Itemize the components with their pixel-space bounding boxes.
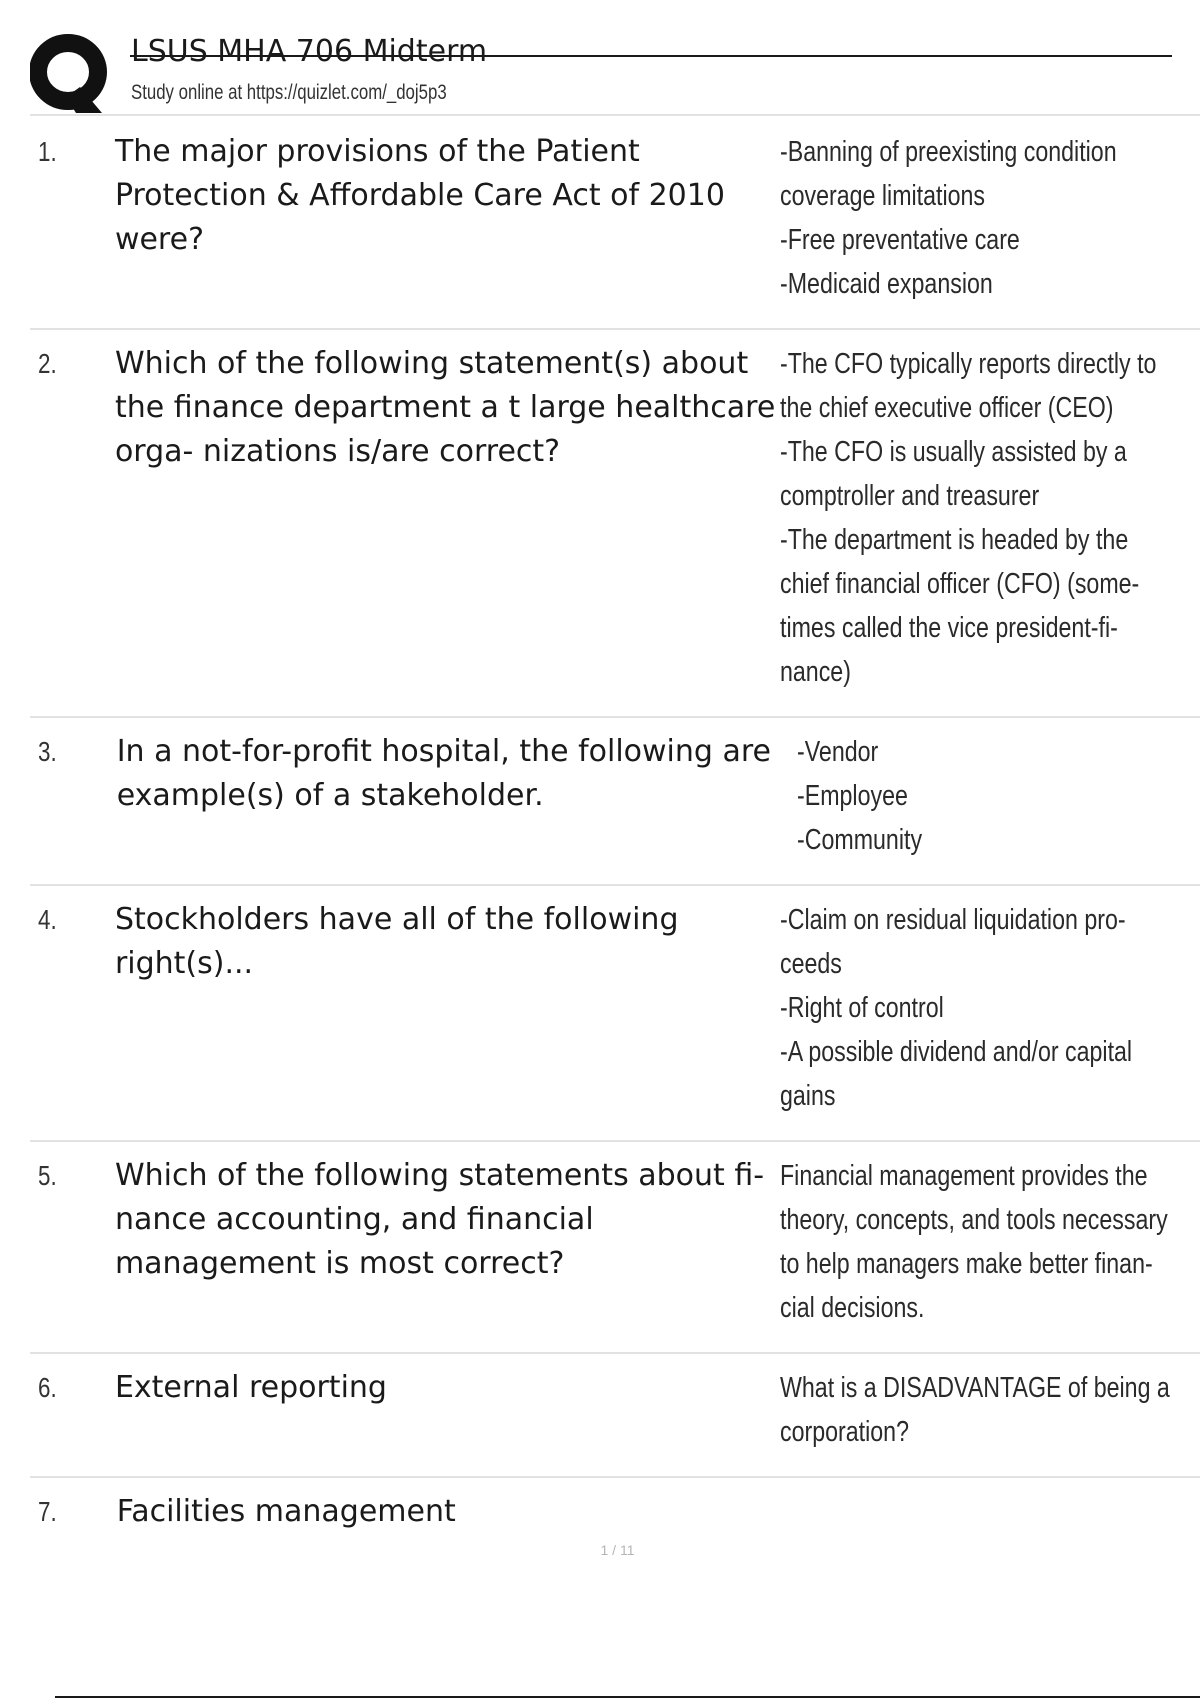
card-definition	[797, 730, 1119, 862]
definition-line: What is a DISADVANTAGE of being a	[780, 1372, 1170, 1404]
card-number: 4.	[38, 904, 57, 935]
definition-line: times called the vice president-fi-	[780, 612, 1118, 644]
definition-line: -Vendor	[797, 736, 879, 768]
document-title: LSUS MHA 706 Midterm	[131, 34, 488, 69]
definition-line: -The department is headed by the	[780, 524, 1129, 556]
definition-line: Financial management provides the	[780, 1160, 1148, 1192]
flashcard-row	[30, 118, 1200, 330]
flashcard-list	[30, 118, 1200, 1556]
card-definition	[780, 342, 1157, 694]
definition-line: comptroller and treasurer	[780, 480, 1040, 512]
card-number: 7.	[38, 1496, 57, 1527]
quizlet-logo-icon	[30, 31, 140, 113]
definition-line: -The CFO is usually assisted by a	[780, 436, 1127, 468]
card-term: Which of the following statement(s) about the finance department a t large healthcare orga- nizations is/are correct?	[114, 346, 776, 469]
document-subtitle: Study online at https://quizlet.com/_doj5p3	[131, 81, 447, 104]
card-definition	[780, 1366, 1170, 1454]
definition-line: -Community	[797, 824, 923, 856]
flashcard-row	[30, 718, 1200, 886]
definition-line: -Employee	[797, 780, 909, 812]
definition-line: nance)	[780, 656, 851, 688]
definition-line: -Banning of preexisting condition	[780, 136, 1117, 168]
card-term: Stockholders have all of the following right(s)...	[114, 902, 679, 981]
definition-line: -Right of control	[780, 992, 944, 1024]
card-term: In a not-for-profit hospital, the following are example(s) of a stakeholder.	[116, 734, 772, 813]
definition-line: theory, concepts, and tools necessary	[780, 1204, 1168, 1236]
definition-line: coverage limitations	[780, 180, 986, 212]
card-term: External reporting	[114, 1370, 387, 1405]
card-definition	[780, 1154, 1168, 1330]
definition-line: the chief executive officer (CEO)	[780, 392, 1114, 424]
definition-line: ceeds	[780, 948, 842, 980]
definition-line: chief financial officer (CFO) (some-	[780, 568, 1140, 600]
card-number: 1.	[38, 136, 57, 167]
card-term: Facilities management	[116, 1494, 456, 1529]
definition-line: -Claim on residual liquidation pro-	[780, 904, 1126, 936]
card-term: The major provisions of the Patient Protection & Affordable Care Act of 2010 were?	[114, 134, 725, 257]
definition-line: -Free preventative care	[780, 224, 1020, 256]
page-number: 1 / 11	[600, 1542, 635, 1558]
card-number: 6.	[38, 1372, 57, 1403]
flashcard-row	[30, 886, 1200, 1142]
card-definition	[780, 130, 1116, 306]
card-definition	[780, 898, 1133, 1118]
card-number: 3.	[38, 736, 57, 767]
flashcard-row	[30, 330, 1200, 718]
card-definition	[797, 1490, 1119, 1534]
definition-line: -The CFO typically reports directly to	[780, 348, 1157, 380]
card-number: 5.	[38, 1160, 57, 1191]
definition-line: cial decisions.	[780, 1292, 925, 1324]
definition-line: -A possible dividend and/or capital	[780, 1036, 1133, 1068]
definition-line: -Medicaid expansion	[780, 268, 993, 300]
definition-line: to help managers make better finan-	[780, 1248, 1153, 1280]
header-divider	[30, 114, 1200, 116]
definition-line: corporation?	[780, 1416, 909, 1448]
flashcard-row	[30, 1142, 1200, 1354]
definition-line: gains	[780, 1080, 836, 1112]
flashcard-row	[30, 1354, 1200, 1478]
card-term: Which of the following statements about fi- nance accounting, and financial management is most correct?	[114, 1158, 765, 1281]
document-header	[30, 28, 1200, 118]
footer-divider	[55, 1696, 1200, 1698]
card-number: 2.	[38, 348, 57, 379]
